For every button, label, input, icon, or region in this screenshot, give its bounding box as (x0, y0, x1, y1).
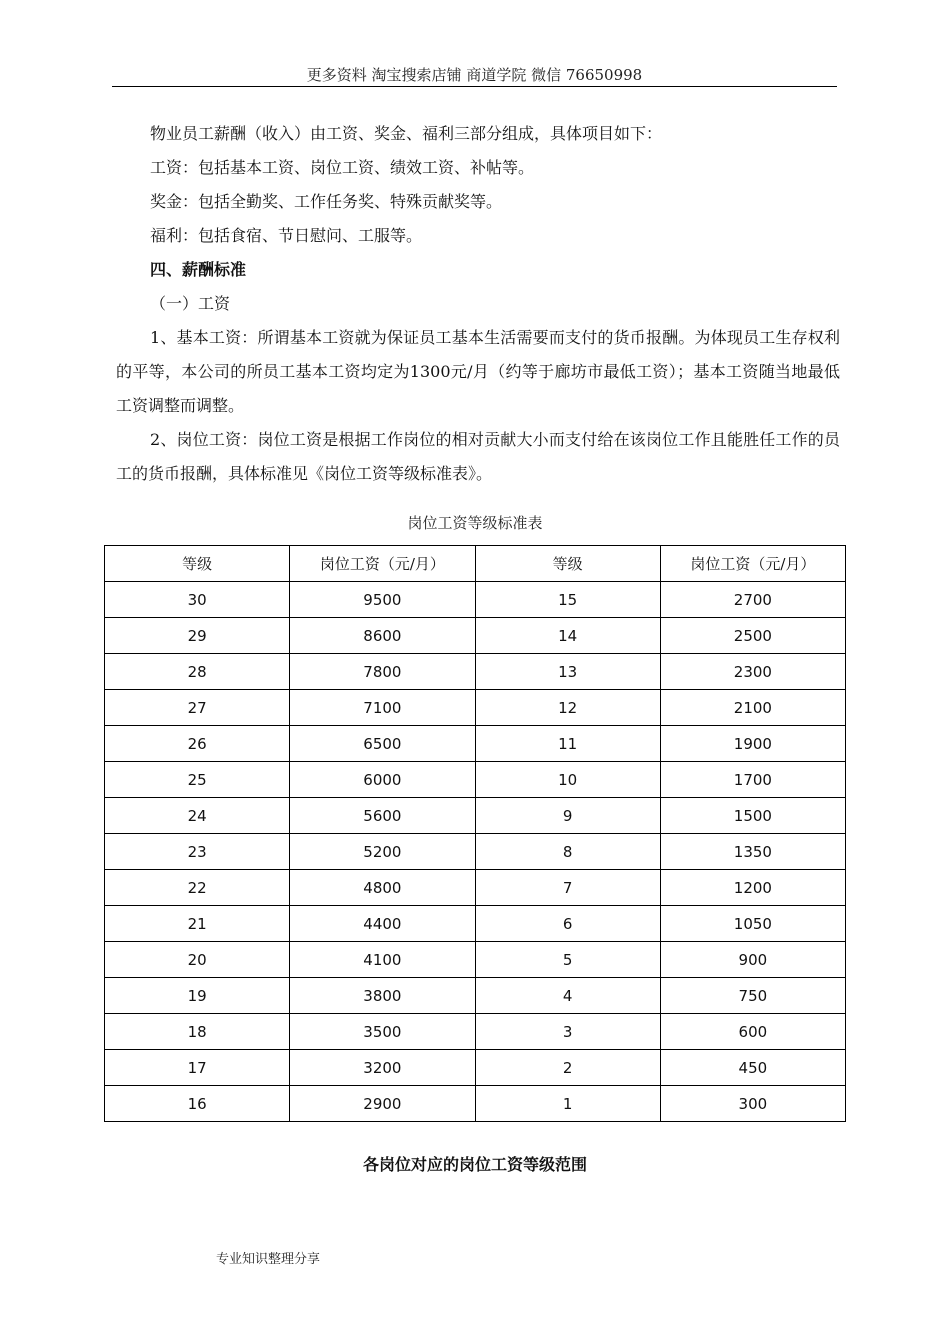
wage-cell: 600 (660, 1014, 845, 1050)
wage-cell: 7100 (290, 690, 475, 726)
table-row (105, 762, 846, 798)
paragraph-bonus: 奖金：包括全勤奖、工作任务奖、特殊贡献奖等。 (150, 192, 503, 211)
table-header-row (105, 546, 846, 582)
wage-cell: 2500 (660, 618, 845, 654)
table-row (105, 726, 846, 762)
table-row (105, 690, 846, 726)
table-row (105, 582, 846, 618)
wage-cell: 1500 (660, 798, 845, 834)
paragraph-basic-wage: 1、基本工资：所谓基本工资就为保证员工基本生活需要而支付的货币报酬。为体现员工生存权利的平等，本公司的所员工基本工资均定为1300元/月（约等于廊坊市最低工资）；基本工资随当地最低工资调整而调整。 (116, 328, 840, 415)
table-row (105, 870, 846, 906)
grade-cell: 6 (475, 906, 660, 942)
wage-cell: 4800 (290, 870, 475, 906)
wage-cell: 5600 (290, 798, 475, 834)
column-header-wage: 岗位工资（元/月） (660, 546, 845, 582)
grade-cell: 12 (475, 690, 660, 726)
wage-cell: 1900 (660, 726, 845, 762)
grade-cell: 14 (475, 618, 660, 654)
grade-cell: 11 (475, 726, 660, 762)
table-row (105, 978, 846, 1014)
paragraph-position-wage: 2、岗位工资：岗位工资是根据工作岗位的相对贡献大小而支付给在该岗位工作且能胜任工作的员工的货币报酬，具体标准见《岗位工资等级标准表》。 (116, 430, 840, 483)
wage-cell: 2100 (660, 690, 845, 726)
wage-cell: 6000 (290, 762, 475, 798)
wage-cell: 4100 (290, 942, 475, 978)
grade-cell: 19 (105, 978, 290, 1014)
table-row (105, 798, 846, 834)
heading-salary-standard: 四、薪酬标准 (150, 260, 247, 279)
table-row (105, 1086, 846, 1122)
wage-cell: 1700 (660, 762, 845, 798)
grade-cell: 8 (475, 834, 660, 870)
table-row (105, 654, 846, 690)
wage-cell: 1350 (660, 834, 845, 870)
grade-cell: 22 (105, 870, 290, 906)
grade-cell: 20 (105, 942, 290, 978)
wage-cell: 8600 (290, 618, 475, 654)
wage-cell: 2900 (290, 1086, 475, 1122)
paragraph-wages: 工资：包括基本工资、岗位工资、绩效工资、补帖等。 (150, 158, 535, 177)
grade-cell: 18 (105, 1014, 290, 1050)
grade-cell: 28 (105, 654, 290, 690)
wage-cell: 4400 (290, 906, 475, 942)
column-header-grade: 等级 (105, 546, 290, 582)
paragraph-salary-composition: 物业员工薪酬（收入）由工资、奖金、福利三部分组成，具体项目如下： (150, 124, 663, 143)
page-footer: 专业知识整理分享 (216, 1252, 321, 1267)
grade-cell: 3 (475, 1014, 660, 1050)
wage-cell: 450 (660, 1050, 845, 1086)
table-row (105, 942, 846, 978)
wage-cell: 3200 (290, 1050, 475, 1086)
section-title: 各岗位对应的岗位工资等级范围 (362, 1155, 587, 1174)
grade-cell: 17 (105, 1050, 290, 1086)
grade-cell: 15 (475, 582, 660, 618)
wage-cell: 300 (660, 1086, 845, 1122)
grade-cell: 2 (475, 1050, 660, 1086)
grade-cell: 24 (105, 798, 290, 834)
grade-cell: 27 (105, 690, 290, 726)
grade-cell: 29 (105, 618, 290, 654)
wage-cell: 900 (660, 942, 845, 978)
grade-cell: 16 (105, 1086, 290, 1122)
table-row (105, 834, 846, 870)
grade-cell: 25 (105, 762, 290, 798)
column-header-wage: 岗位工资（元/月） (290, 546, 475, 582)
grade-cell: 26 (105, 726, 290, 762)
wage-cell: 2300 (660, 654, 845, 690)
grade-cell: 10 (475, 762, 660, 798)
subheading-wages: （一）工资 (150, 294, 231, 313)
table-row (105, 906, 846, 942)
wage-cell: 1200 (660, 870, 845, 906)
wage-cell: 2700 (660, 582, 845, 618)
column-header-grade: 等级 (475, 546, 660, 582)
table-row (105, 618, 846, 654)
grade-cell: 1 (475, 1086, 660, 1122)
wage-cell: 3500 (290, 1014, 475, 1050)
page-header: 更多资料 淘宝搜索店铺 商道学院 微信 76650998 (306, 66, 643, 84)
table-body (105, 582, 846, 1122)
grade-cell: 30 (105, 582, 290, 618)
grade-cell: 21 (105, 906, 290, 942)
header-divider (112, 86, 837, 87)
position-wage-grade-table (104, 545, 846, 1122)
grade-cell: 23 (105, 834, 290, 870)
wage-cell: 5200 (290, 834, 475, 870)
wage-cell: 9500 (290, 582, 475, 618)
table-caption: 岗位工资等级标准表 (407, 514, 543, 532)
grade-cell: 9 (475, 798, 660, 834)
paragraph-benefits: 福利：包括食宿、节日慰问、工服等。 (150, 226, 423, 245)
wage-cell: 3800 (290, 978, 475, 1014)
grade-cell: 13 (475, 654, 660, 690)
document-body (116, 117, 840, 491)
wage-cell: 1050 (660, 906, 845, 942)
grade-cell: 4 (475, 978, 660, 1014)
table-row (105, 1050, 846, 1086)
wage-cell: 6500 (290, 726, 475, 762)
table-row (105, 1014, 846, 1050)
grade-cell: 5 (475, 942, 660, 978)
wage-cell: 750 (660, 978, 845, 1014)
wage-cell: 7800 (290, 654, 475, 690)
grade-cell: 7 (475, 870, 660, 906)
